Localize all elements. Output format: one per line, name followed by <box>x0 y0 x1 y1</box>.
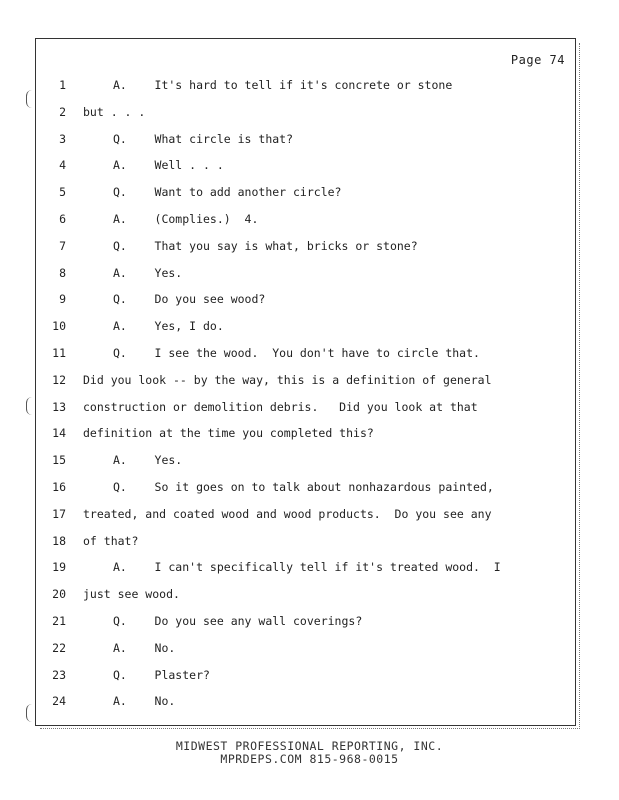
line-number: 1 <box>59 78 66 92</box>
line-number: 7 <box>59 238 66 253</box>
footer-contact: MPRDEPS.COM 815-968-0015 <box>220 752 399 766</box>
line-number: 10 <box>52 319 66 334</box>
line-number: 4 <box>59 158 66 173</box>
line-text: A. It's hard to tell if it's concrete or stone <box>113 78 453 92</box>
margin-bracket-mark <box>26 90 35 108</box>
line-number: 3 <box>59 131 66 146</box>
line-text: A. No. <box>113 640 176 655</box>
line-text: Q. So it goes on to talk about nonhazardous painted, <box>113 480 494 494</box>
line-text: A. I can't specifically tell if it's treated wood. I <box>113 560 501 575</box>
line-number: 17 <box>52 506 66 521</box>
line-number: 22 <box>52 640 66 655</box>
margin-bracket-mark <box>26 397 35 415</box>
line-number: 20 <box>52 587 66 602</box>
line-text: Q. I see the wood. You don't have to circle that. <box>113 346 480 360</box>
line-number: 8 <box>59 265 66 280</box>
line-text: A. No. <box>113 694 176 709</box>
line-number: 9 <box>59 292 66 307</box>
line-text: Q. Want to add another circle? <box>113 185 342 200</box>
line-text: A. Yes, I do. <box>113 319 224 334</box>
line-number: 5 <box>59 185 66 200</box>
line-text: definition at the time you completed this? <box>83 426 374 441</box>
line-text: A. Yes. <box>113 453 183 468</box>
line-text: A. Yes. <box>113 265 183 280</box>
line-text: of that? <box>83 533 139 548</box>
line-text: treated, and coated wood and wood products. Do you see any <box>83 506 492 521</box>
line-text: Q. Do you see wood? <box>113 292 266 307</box>
transcript-page-frame <box>35 38 576 726</box>
line-number: 16 <box>52 480 66 494</box>
margin-bracket-mark <box>26 704 35 722</box>
line-number: 6 <box>59 212 66 226</box>
line-text: construction or demolition debris. Did you look at that <box>83 399 478 414</box>
line-text: Did you look -- by the way, this is a definition of general <box>83 372 492 387</box>
line-text: Q. Plaster? <box>113 667 210 682</box>
line-text: but . . . <box>83 104 146 119</box>
footer-company: MIDWEST PROFESSIONAL REPORTING, INC. <box>175 739 444 753</box>
line-number: 19 <box>52 560 66 575</box>
line-number: 21 <box>52 614 66 628</box>
line-number: 2 <box>59 104 66 119</box>
line-text: just see wood. <box>83 587 180 602</box>
line-number: 18 <box>52 533 66 548</box>
page-number: Page 74 <box>510 53 565 67</box>
line-number: 24 <box>52 694 66 709</box>
line-text: A. (Complies.) 4. <box>113 212 259 226</box>
line-text: Q. Do you see any wall coverings? <box>113 614 363 628</box>
line-number: 12 <box>52 372 66 387</box>
line-number: 15 <box>52 453 66 468</box>
line-text: A. Well . . . <box>113 158 224 173</box>
line-number: 23 <box>52 667 66 682</box>
line-number: 13 <box>52 399 66 414</box>
line-number: 11 <box>52 346 66 360</box>
line-number: 14 <box>52 426 66 441</box>
line-text: Q. What circle is that? <box>113 131 294 146</box>
line-text: Q. That you say is what, bricks or stone? <box>113 238 418 253</box>
